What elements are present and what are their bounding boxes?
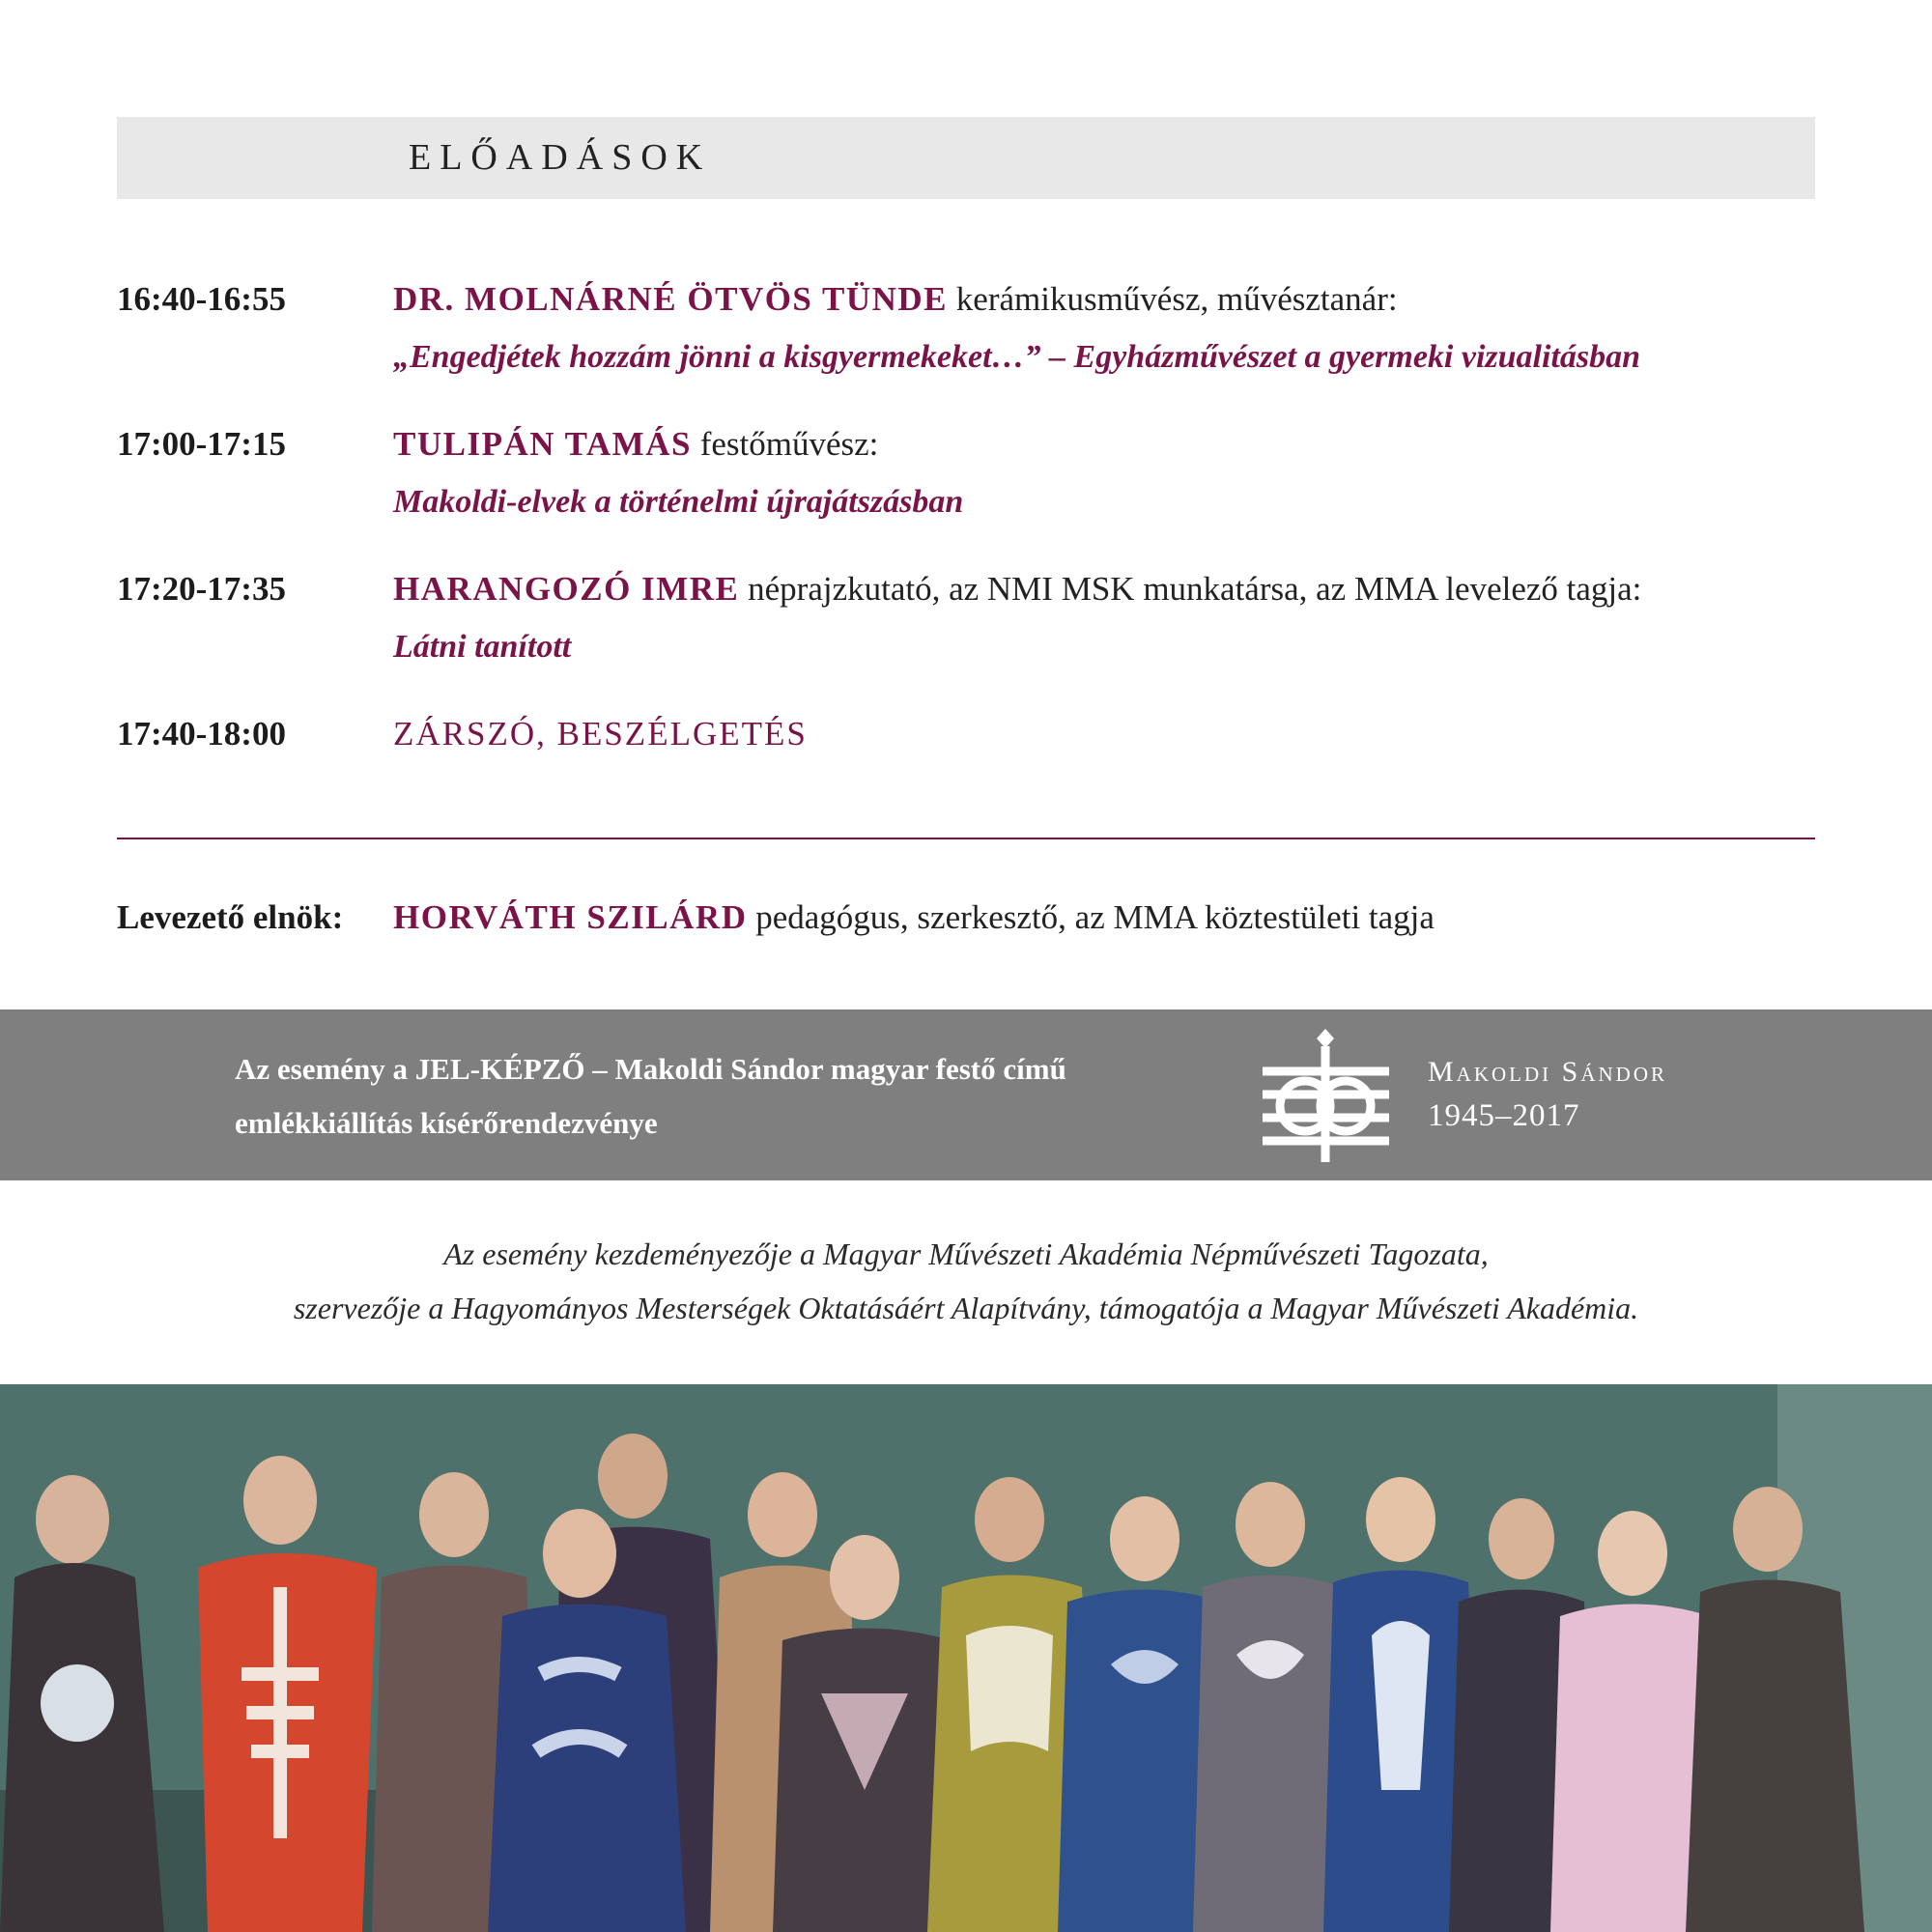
chair-name: HORVÁTH SZILÁRD [393,898,748,936]
logo-years: 1945–2017 [1428,1098,1580,1133]
credits [0,1227,1932,1335]
lecture-title: Makoldi-elvek a történelmi újrajátszásban [393,484,964,520]
speaker-name: HARANGOZÓ IMRE [393,570,740,608]
logo-name: Makoldi Sándor [1428,1056,1668,1088]
chair-role: pedagógus, szerkesztő, az MMA köztestületi tagja [755,898,1435,936]
time-slot: 17:00-17:15 [117,425,286,463]
group-photo [0,1384,1932,1932]
time-slot: 17:20-17:35 [117,570,286,608]
lecture-details [393,415,1815,531]
lecture-title: „Engedjétek hozzám jönni a kisgyermekeket…” – Egyházművészet a gyermeki vizualitásban [393,339,1641,375]
lecture-schedule [117,270,1815,782]
section-title: ELŐADÁSOK [409,137,712,178]
lecture-details [393,705,1815,763]
divider [117,838,1815,839]
makoldi-sign-icon [1261,1029,1391,1164]
time-slot: 16:40-16:55 [117,280,286,318]
section-header [117,117,1815,199]
lecture-details [393,560,1815,676]
lecture-title: Látni tanított [393,629,572,665]
speaker-role: kerámikusművész, művésztanár: [955,280,1398,318]
schedule-row [117,415,1815,560]
speaker-name: DR. MOLNÁRNÉ ÖTVÖS TÜNDE [393,280,949,318]
lecture-details [393,270,1815,386]
speaker-role: festőművész: [699,425,879,463]
exhibition-note-line: Az esemény a JEL-KÉPZŐ – Makoldi Sándor magyar festő című [235,1052,1066,1086]
exhibition-note [235,1042,1201,1151]
schedule-row [117,560,1815,705]
speaker-name: TULIPÁN TAMÁS [393,425,692,463]
chair-row [117,889,1815,947]
speaker-line [393,560,1815,618]
exhibition-note-line: emlékkiállítás kísérőrendezvénye [235,1106,658,1140]
credits-line: Az esemény kezdeményezője a Magyar Művészeti Akadémia Népművészeti Tagozata, [443,1236,1489,1271]
chair-label: Levezető elnök: [117,898,344,936]
speaker-line [393,415,1815,473]
credits-line: szervezője a Hagyományos Mesterségek Oktatásáért Alapítvány, támogatója a Magyar Művészeti Akadémia. [293,1291,1639,1325]
speaker-role: néprajzkutató, az NMI MSK munkatársa, az MMA levelező tagja: [748,570,1642,608]
schedule-row [117,705,1815,782]
chair-details [393,889,1435,947]
group-photo-illustration [0,1384,1932,1932]
exhibition-band [0,1009,1932,1180]
schedule-row [117,270,1815,415]
closing-item: ZÁRSZÓ, BESZÉLGETÉS [393,715,808,753]
time-slot: 17:40-18:00 [117,715,286,753]
speaker-line [393,270,1815,328]
